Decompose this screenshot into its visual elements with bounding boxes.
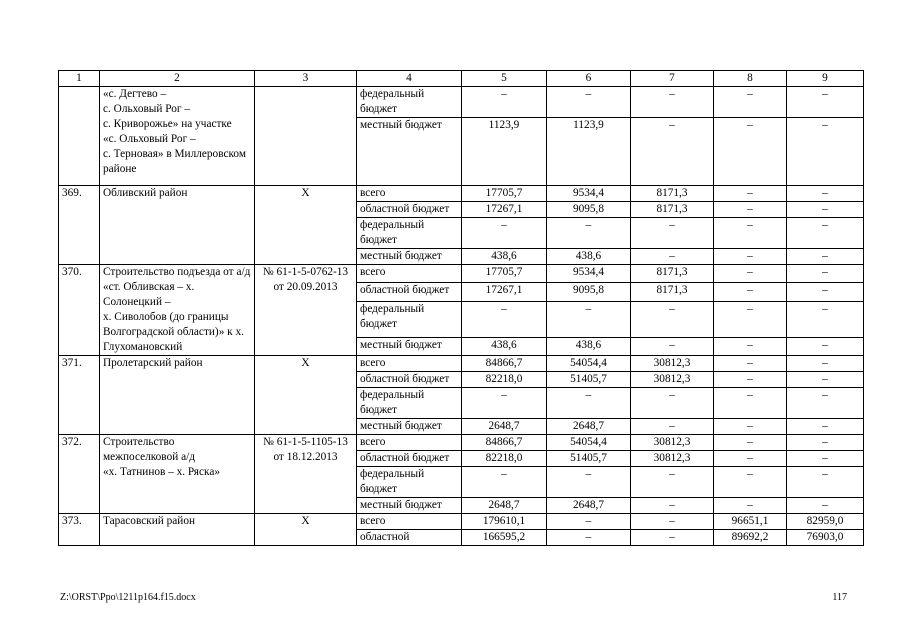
value-cell: 179610,1 (462, 514, 547, 530)
header-cell: 9 (787, 71, 864, 87)
value-cell: – (787, 283, 864, 301)
value-cell: – (462, 218, 547, 249)
value-cell: – (547, 301, 631, 337)
value-cell: 17267,1 (462, 202, 547, 218)
source-label: областной (357, 530, 462, 546)
value-cell: – (714, 356, 787, 372)
value-cell: – (714, 388, 787, 419)
value-cell: – (714, 118, 787, 186)
document-number: № 61-1-5-1105-13 от 18.12.2013 (255, 435, 357, 514)
table-row (59, 265, 864, 283)
value-cell: – (787, 249, 864, 265)
value-cell: – (714, 467, 787, 498)
value-cell: 8171,3 (631, 186, 714, 202)
value-cell: 8171,3 (631, 265, 714, 283)
value-cell: – (631, 249, 714, 265)
value-cell: 8171,3 (631, 283, 714, 301)
row-number: 369. (59, 186, 100, 265)
value-cell: – (547, 530, 631, 546)
value-cell: 54054,4 (547, 435, 631, 451)
row-number (59, 87, 100, 186)
value-cell: 82218,0 (462, 451, 547, 467)
value-cell: – (631, 467, 714, 498)
value-cell: – (462, 87, 547, 118)
value-cell: 30812,3 (631, 451, 714, 467)
row-number: 373. (59, 514, 100, 546)
value-cell: 54054,4 (547, 356, 631, 372)
value-cell: 2648,7 (462, 498, 547, 514)
source-label: всего (357, 514, 462, 530)
value-cell: 438,6 (462, 249, 547, 265)
value-cell: – (714, 372, 787, 388)
row-number: 372. (59, 435, 100, 514)
value-cell: – (714, 337, 787, 355)
value-cell: – (714, 451, 787, 467)
value-cell: 9095,8 (547, 283, 631, 301)
value-cell: – (787, 87, 864, 118)
source-label: местный бюджет (357, 249, 462, 265)
value-cell: – (787, 451, 864, 467)
source-label: всего (357, 265, 462, 283)
value-cell: – (631, 301, 714, 337)
value-cell: – (714, 283, 787, 301)
source-label: федеральный бюджет (357, 87, 462, 118)
footer-file-path: Z:\ORST\Ppo\1211p164.f15.docx (60, 592, 196, 603)
source-label: федеральный бюджет (357, 388, 462, 419)
header-cell: 1 (59, 71, 100, 87)
row-number: 371. (59, 356, 100, 435)
value-cell: – (787, 498, 864, 514)
value-cell: – (631, 87, 714, 118)
value-cell: 84866,7 (462, 435, 547, 451)
value-cell: – (631, 337, 714, 355)
value-cell: – (714, 265, 787, 283)
value-cell: 1123,9 (462, 118, 547, 186)
source-label: областной бюджет (357, 283, 462, 301)
value-cell: – (631, 514, 714, 530)
object-name: Тарасовский район (100, 514, 255, 546)
source-label: областной бюджет (357, 202, 462, 218)
value-cell: 51405,7 (547, 372, 631, 388)
value-cell: 96651,1 (714, 514, 787, 530)
value-cell: – (714, 301, 787, 337)
value-cell: – (787, 419, 864, 435)
value-cell: 2648,7 (547, 498, 631, 514)
source-label: местный бюджет (357, 498, 462, 514)
source-label: всего (357, 186, 462, 202)
value-cell: – (787, 301, 864, 337)
table-row (59, 186, 864, 202)
source-label: местный бюджет (357, 337, 462, 355)
source-label: федеральный бюджет (357, 301, 462, 337)
document-number: № 61-1-5-0762-13 от 20.09.2013 (255, 265, 357, 356)
value-cell: 17267,1 (462, 283, 547, 301)
source-label: федеральный бюджет (357, 218, 462, 249)
value-cell: – (787, 202, 864, 218)
value-cell: – (787, 388, 864, 419)
value-cell: – (714, 498, 787, 514)
value-cell: – (787, 218, 864, 249)
header-cell: 3 (255, 71, 357, 87)
value-cell: – (714, 218, 787, 249)
object-name: «с. Дегтево – с. Ольховый Рог – с. Криворожье» на участке «с. Ольховый Рог – с. Терновая» в Миллеровском районе (100, 87, 255, 186)
object-name: Строительство подъезда от а/д «ст. Обливская – х. Солонецкий – х. Сиволобов (до границы Волгоградской области)» к х. Глухомановский (100, 265, 255, 356)
value-cell: 438,6 (547, 337, 631, 355)
value-cell: – (631, 218, 714, 249)
value-cell: 1123,9 (547, 118, 631, 186)
source-label: местный бюджет (357, 118, 462, 186)
value-cell: – (787, 435, 864, 451)
value-cell: 76903,0 (787, 530, 864, 546)
source-label: областной бюджет (357, 451, 462, 467)
value-cell: 84866,7 (462, 356, 547, 372)
document-number: Х (255, 356, 357, 435)
value-cell: – (787, 337, 864, 355)
header-cell: 8 (714, 71, 787, 87)
value-cell: – (462, 467, 547, 498)
value-cell: 30812,3 (631, 372, 714, 388)
value-cell: – (787, 186, 864, 202)
value-cell: – (787, 467, 864, 498)
value-cell: 9534,4 (547, 265, 631, 283)
value-cell: – (631, 388, 714, 419)
source-label: всего (357, 356, 462, 372)
value-cell: 2648,7 (462, 419, 547, 435)
table-row (59, 435, 864, 451)
source-label: местный бюджет (357, 419, 462, 435)
page-number: 117 (832, 592, 847, 603)
source-label: всего (357, 435, 462, 451)
value-cell: 17705,7 (462, 265, 547, 283)
value-cell: – (714, 435, 787, 451)
table-row (59, 87, 864, 118)
value-cell: 166595,2 (462, 530, 547, 546)
row-number: 370. (59, 265, 100, 356)
value-cell: – (547, 467, 631, 498)
value-cell: 30812,3 (631, 356, 714, 372)
object-name: Строительство межпоселковой а/д «х. Татнинов – х. Ряска» (100, 435, 255, 514)
value-cell: 9095,8 (547, 202, 631, 218)
header-cell: 5 (462, 71, 547, 87)
value-cell: – (631, 530, 714, 546)
value-cell: – (547, 218, 631, 249)
header-row (59, 71, 864, 87)
value-cell: – (714, 87, 787, 118)
header-cell: 6 (547, 71, 631, 87)
value-cell: 438,6 (547, 249, 631, 265)
value-cell: – (787, 372, 864, 388)
header-cell: 2 (100, 71, 255, 87)
value-cell: – (631, 118, 714, 186)
value-cell: 51405,7 (547, 451, 631, 467)
value-cell: – (462, 388, 547, 419)
value-cell: 8171,3 (631, 202, 714, 218)
document-number: Х (255, 186, 357, 265)
value-cell: 9534,4 (547, 186, 631, 202)
value-cell: 82218,0 (462, 372, 547, 388)
value-cell: – (462, 301, 547, 337)
value-cell: – (547, 514, 631, 530)
value-cell: – (787, 356, 864, 372)
table-row (59, 356, 864, 372)
value-cell: 2648,7 (547, 419, 631, 435)
source-label: областной бюджет (357, 372, 462, 388)
value-cell: – (714, 419, 787, 435)
header-cell: 4 (357, 71, 462, 87)
header-cell: 7 (631, 71, 714, 87)
value-cell: 82959,0 (787, 514, 864, 530)
document-number (255, 87, 357, 186)
value-cell: – (787, 118, 864, 186)
object-name: Пролетарский район (100, 356, 255, 435)
value-cell: 17705,7 (462, 186, 547, 202)
value-cell: – (714, 202, 787, 218)
value-cell: – (631, 498, 714, 514)
value-cell: – (547, 87, 631, 118)
value-cell: – (714, 186, 787, 202)
table-row (59, 514, 864, 530)
object-name: Обливский район (100, 186, 255, 265)
value-cell: – (787, 265, 864, 283)
value-cell: – (547, 388, 631, 419)
value-cell: 30812,3 (631, 435, 714, 451)
value-cell: – (714, 249, 787, 265)
budget-table (58, 70, 864, 546)
value-cell: 438,6 (462, 337, 547, 355)
document-number: Х (255, 514, 357, 546)
value-cell: 89692,2 (714, 530, 787, 546)
value-cell: – (631, 419, 714, 435)
source-label: федеральный бюджет (357, 467, 462, 498)
